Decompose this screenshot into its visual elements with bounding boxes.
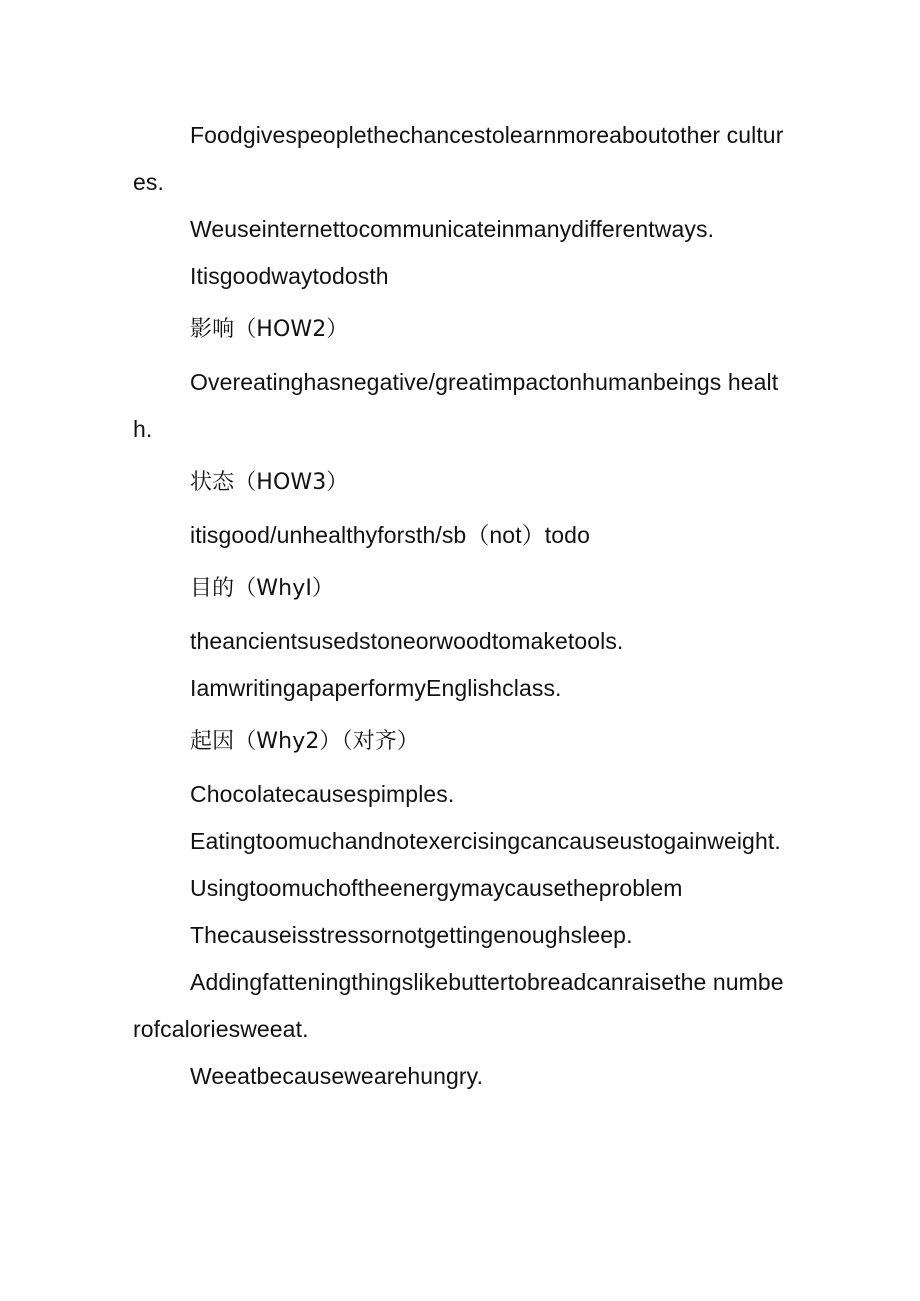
section-heading: 状态（HOW3） <box>190 470 349 495</box>
section-heading: 目的（WhyI） <box>190 576 335 601</box>
section-heading: 影响（HOW2） <box>190 317 349 342</box>
paragraph: IamwritingapaperformyEnglishclass. <box>190 675 562 701</box>
paragraph: Weeatbecausewearehungry. <box>190 1063 484 1089</box>
paragraph: theancientsusedstoneorwoodtomaketools. <box>190 628 624 654</box>
document-body <box>133 112 788 1100</box>
paragraph: itisgood/unhealthyforsth/sb（not）todo <box>190 522 590 548</box>
section-heading: 起因（Why2）（对齐） <box>190 729 419 754</box>
paragraph: Addingfatteningthingslikebuttertobreadcanraisethe numberofcaloriesweeat. <box>133 969 784 1042</box>
paragraph: Eatingtoomuchandnotexercisingcancauseustogainweight. <box>190 828 781 854</box>
paragraph: Chocolatecausespimples. <box>190 781 455 807</box>
paragraph: Weuseinternettocommunicateinmanydifferentways. <box>190 216 715 242</box>
paragraph: Overeatinghasnegative/greatimpactonhumanbeings health. <box>133 369 779 442</box>
paragraph: Itisgoodwaytodosth <box>190 263 389 289</box>
paragraph: Usingtoomuchoftheenergymaycausetheproblem <box>190 875 683 901</box>
paragraph: Thecauseisstressornotgettingenoughsleep. <box>190 922 633 948</box>
paragraph: Foodgivespeoplethechancestolearnmoreaboutother cultures. <box>133 122 784 195</box>
